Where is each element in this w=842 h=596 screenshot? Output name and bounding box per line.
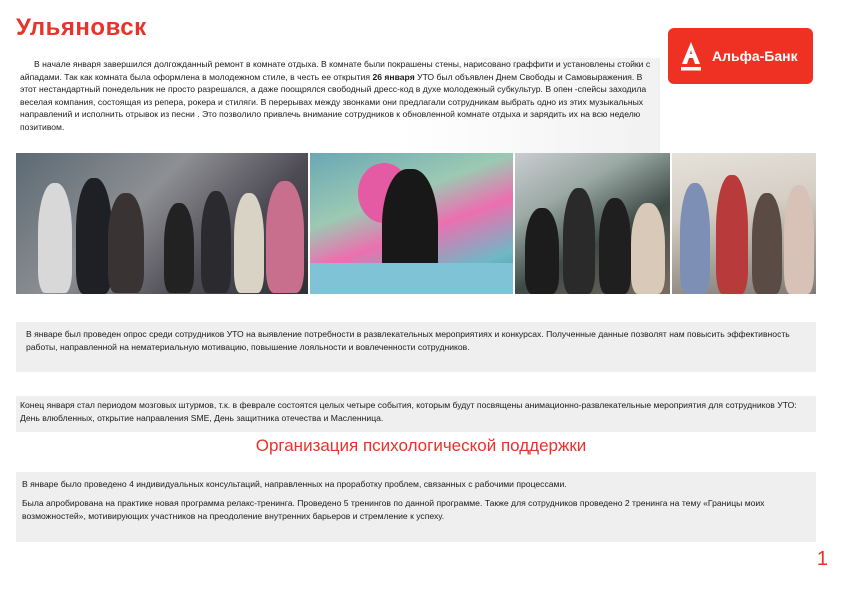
page-title: Ульяновск: [16, 14, 147, 41]
intro-date: 26 января: [372, 71, 415, 82]
support-section: [16, 472, 816, 542]
survey-paragraph: В январе был проведен опрос среди сотрудников УТО на выявление потребности в развлекательных мероприятиях и конкурсах. Полученные данные позволят нам повысить эффективность работы, направленной на нематериальную мотивацию, повышение лояльности и вовлеченности сотрудников.: [16, 322, 816, 372]
photo-guitar-player: [310, 153, 513, 294]
intro-text-2: УТО был объявлен Днем Свободы и Самовыражения. В этот нестандартный понедельник не просто разрешался, а даже поощрялся свободный дресс-код в духе молодежный субкультур. В опен -спейсы заходила веселая компания, состоящая из репера, рокера и стиляги. В перерывах между звонками они предлагали сотрудникам выбрать одно из этих музыкальных направлений и исполнить отрывок из песни . Это позволило привлечь внимание сотрудников к обновленной комнате отдыха и зарядить их на всю неделю позитивом.: [20, 71, 647, 132]
photo-office-guitar: [515, 153, 670, 294]
alfa-bank-logo: [668, 28, 813, 84]
intro-text-1: В начале января завершился долгожданный ремонт в комнате отдыха. В комнате были покрашены стены, нарисовано граффити и установлены стойки с айпадами. Так как комната была оформлена в молодежном стиле, в честь ее открытия: [20, 59, 651, 82]
consultations-text: В январе было проведено 4 индивидуальных консультаций, направленных на проработку проблем, связанных с рабочими процессами.: [22, 479, 567, 489]
brainstorm-paragraph: Конец января стал периодом мозговых штурмов, т.к. в феврале состоятся целых четыре события, которым будут посвящены анимационно-развлекательные мероприятия для сотрудников УТО: День влюбленных, открытие направления SME, День защитника отечества и Масленница.: [16, 396, 816, 432]
page-number: 1: [816, 548, 828, 570]
alfa-letter-icon: [678, 40, 704, 72]
intro-paragraph: [16, 58, 660, 156]
trainings-text: Была апробирована на практике новая программа релакс-тренинга. Проведено 5 тренингов по данной программе. Также для сотрудников проведено 2 тренинга на тему «Границы моих возможностей», мотивирующих участников на преодоление внутренних барьеров и стремление к успеху.: [22, 497, 765, 521]
logo-text: Альфа-Банк: [712, 48, 798, 64]
photo-office-dancers: [672, 153, 816, 294]
photo-group-costumes: [16, 153, 308, 294]
section-heading: Организация психологической поддержки: [255, 436, 587, 455]
